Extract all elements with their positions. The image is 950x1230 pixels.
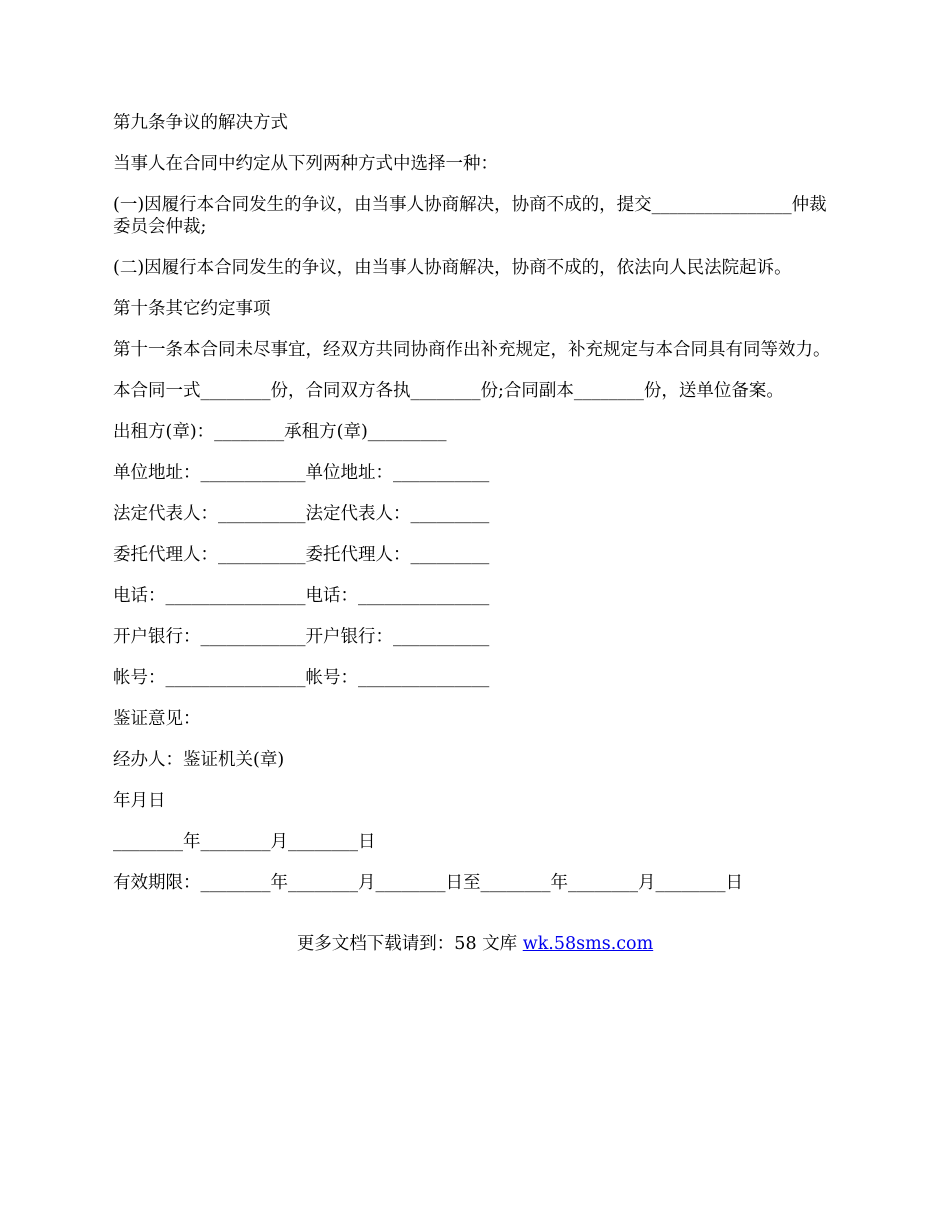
verification-opinion: 鉴证意见： bbox=[113, 709, 201, 729]
signature-parties-line: 出租方(章)：________承租方(章)_________ bbox=[113, 422, 447, 442]
account-line: 帐号：________________帐号：_______________ bbox=[113, 668, 490, 688]
footer-text: 更多文档下载请到：58 文库 bbox=[296, 934, 523, 954]
article-10-heading: 第十条其它约定事项 bbox=[113, 299, 271, 319]
download-footer bbox=[0, 933, 950, 955]
legal-representative-line: 法定代表人：__________法定代表人：_________ bbox=[113, 504, 490, 524]
document-body bbox=[113, 112, 838, 913]
dispute-option-arbitration: (一)因履行本合同发生的争议，由当事人协商解决，协商不成的，提交________________仲裁委员会仲裁; bbox=[113, 195, 827, 237]
bank-line: 开户银行：____________开户银行：___________ bbox=[113, 627, 490, 647]
handler-authority-line: 经办人：鉴证机关(章) bbox=[113, 750, 285, 770]
date-blank-line: ________年________月________日 bbox=[113, 832, 376, 852]
authorized-agent-line: 委托代理人：__________委托代理人：_________ bbox=[113, 545, 490, 565]
dispute-option-litigation: (二)因履行本合同发生的争议，由当事人协商解决，协商不成的，依法向人民法院起诉。 bbox=[113, 258, 792, 278]
footer-link[interactable]: wk.58sms.com bbox=[522, 934, 654, 954]
address-line: 单位地址：____________单位地址：___________ bbox=[113, 463, 490, 483]
phone-line: 电话：________________电话：_______________ bbox=[113, 586, 490, 606]
copies-clause: 本合同一式________份，合同双方各执________份;合同副本________份，送单位备案。 bbox=[113, 381, 784, 401]
date-label: 年月日 bbox=[113, 791, 166, 811]
article-11-text: 第十一条本合同未尽事宜，经双方共同协商作出补充规定，补充规定与本合同具有同等效力。 bbox=[113, 340, 831, 360]
validity-period-line: 有效期限：________年________月________日至________年________月________日 bbox=[113, 873, 743, 893]
article-9-heading: 第九条争议的解决方式 bbox=[113, 113, 288, 133]
dispute-options-intro: 当事人在合同中约定从下列两种方式中选择一种： bbox=[113, 154, 498, 174]
